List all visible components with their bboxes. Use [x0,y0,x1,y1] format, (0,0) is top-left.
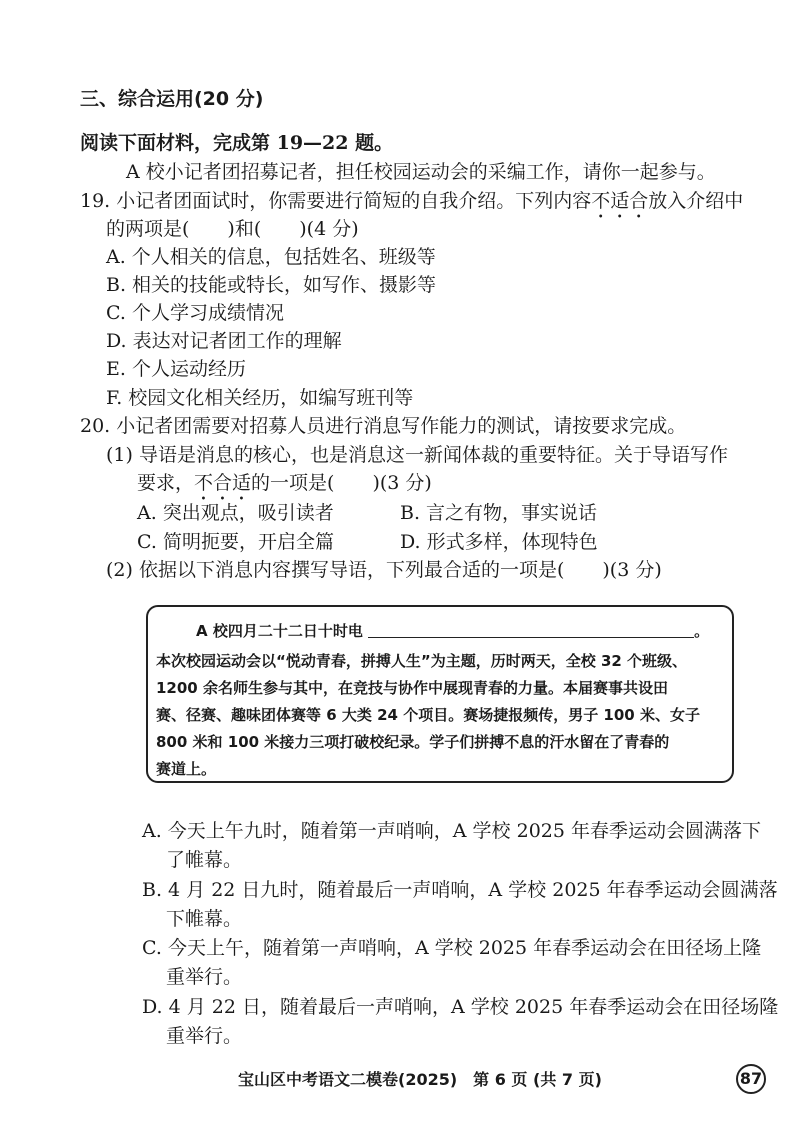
news-body-line: 800 米和 100 米接力三项打破校纪录。学子们拼搏不息的汗水留在了青春的 [156,733,670,751]
q20-1-line1: (1) 导语是消息的核心，也是消息这一新闻体裁的重要特征。关于导语写作 [106,444,728,466]
q20-2-option-a-cont: 了帷幕。 [166,849,243,871]
news-dateline: A 校四月二十二日十时电 [196,622,363,640]
q20-2-option-c: C. 今天上午，随着第一声哨响，A 学校 2025 年春季运动会在田径场上隆 [142,937,762,959]
q20-2-option-d: D. 4 月 22 日，随着最后一声哨响，A 学校 2025 年春季运动会在田径场隆 [142,996,779,1018]
q20-1-option-b: B. 言之有物，事实说话 [400,502,598,524]
q20-1-post: 的一项是( )(3 分) [251,472,432,494]
q20-1-pre: 要求， [137,472,195,494]
q19-option-f: F. 校园文化相关经历，如编写班刊等 [106,387,414,409]
section-title: 三、综合运用(20 分) [80,88,264,110]
q19-emphasis: 不适合 [591,190,649,212]
q20-1-emphasis: 不合适 [194,472,252,494]
q19-stem-pre: 19. 小记者团面试时，你需要进行简短的自我介绍。下列内容 [80,190,592,212]
q20-2-option-a: A. 今天上午九时，随着第一声哨响，A 学校 2025 年春季运动会圆满落下 [142,820,761,842]
q19-option-c: C. 个人学习成绩情况 [106,302,284,324]
q19-stem-line2: 的两项是( )和( )(4 分) [106,218,359,240]
q19-option-a: A. 个人相关的信息，包括姓名、班级等 [106,246,436,268]
q20-2-option-b: B. 4 月 22 日九时，随着最后一声哨响，A 学校 2025 年春季运动会圆满落 [142,879,778,901]
news-material-box [146,605,734,783]
news-body-line: 赛道上。 [156,760,217,778]
q19-option-e: E. 个人运动经历 [106,358,246,380]
q19-option-b: B. 相关的技能或特长，如写作、摄影等 [106,274,437,296]
material-context: A 校小记者团招募记者，担任校园运动会的采编工作，请你一起参与。 [126,161,716,183]
q20-1-option-d: D. 形式多样，体现特色 [400,531,598,553]
news-body-line: 赛、径赛、趣味团体赛等 6 大类 24 个项目。赛场捷报频传，男子 100 米、女子 [156,706,700,724]
q20-1-option-c: C. 简明扼要，开启全篇 [137,531,334,553]
q19-option-d: D. 表达对记者团工作的理解 [106,330,342,352]
reading-instruction: 阅读下面材料，完成第 19—22 题。 [80,132,394,154]
lead-blank [368,621,694,638]
page-footer: 宝山区中考语文二模卷(2025) 第 6 页 (共 7 页) [238,1070,602,1089]
lead-end-mark: 。 [694,622,710,640]
q20-stem: 20. 小记者团需要对招募人员进行消息写作能力的测试，请按要求完成。 [80,415,687,437]
news-body-line: 1200 余名师生参与其中，在竞技与协作中展现青春的力量。本届赛事共设田 [156,679,668,697]
q20-2-option-b-cont: 下帷幕。 [166,908,243,930]
news-body-line: 本次校园运动会以“悦动青春，拼搏人生”为主题，历时两天，全校 32 个班级、 [156,652,688,670]
q19-stem-post: 放入介绍中 [648,190,744,212]
news-dateline-row [196,621,709,641]
page-number-badge: 87 [736,1064,766,1094]
q20-2-option-c-cont: 重举行。 [166,966,243,988]
q20-2-stem: (2) 依据以下消息内容撰写导语，下列最合适的一项是( )(3 分) [106,559,662,581]
q20-1-option-a: A. 突出观点，吸引读者 [137,502,334,524]
q20-2-option-d-cont: 重举行。 [166,1025,243,1047]
